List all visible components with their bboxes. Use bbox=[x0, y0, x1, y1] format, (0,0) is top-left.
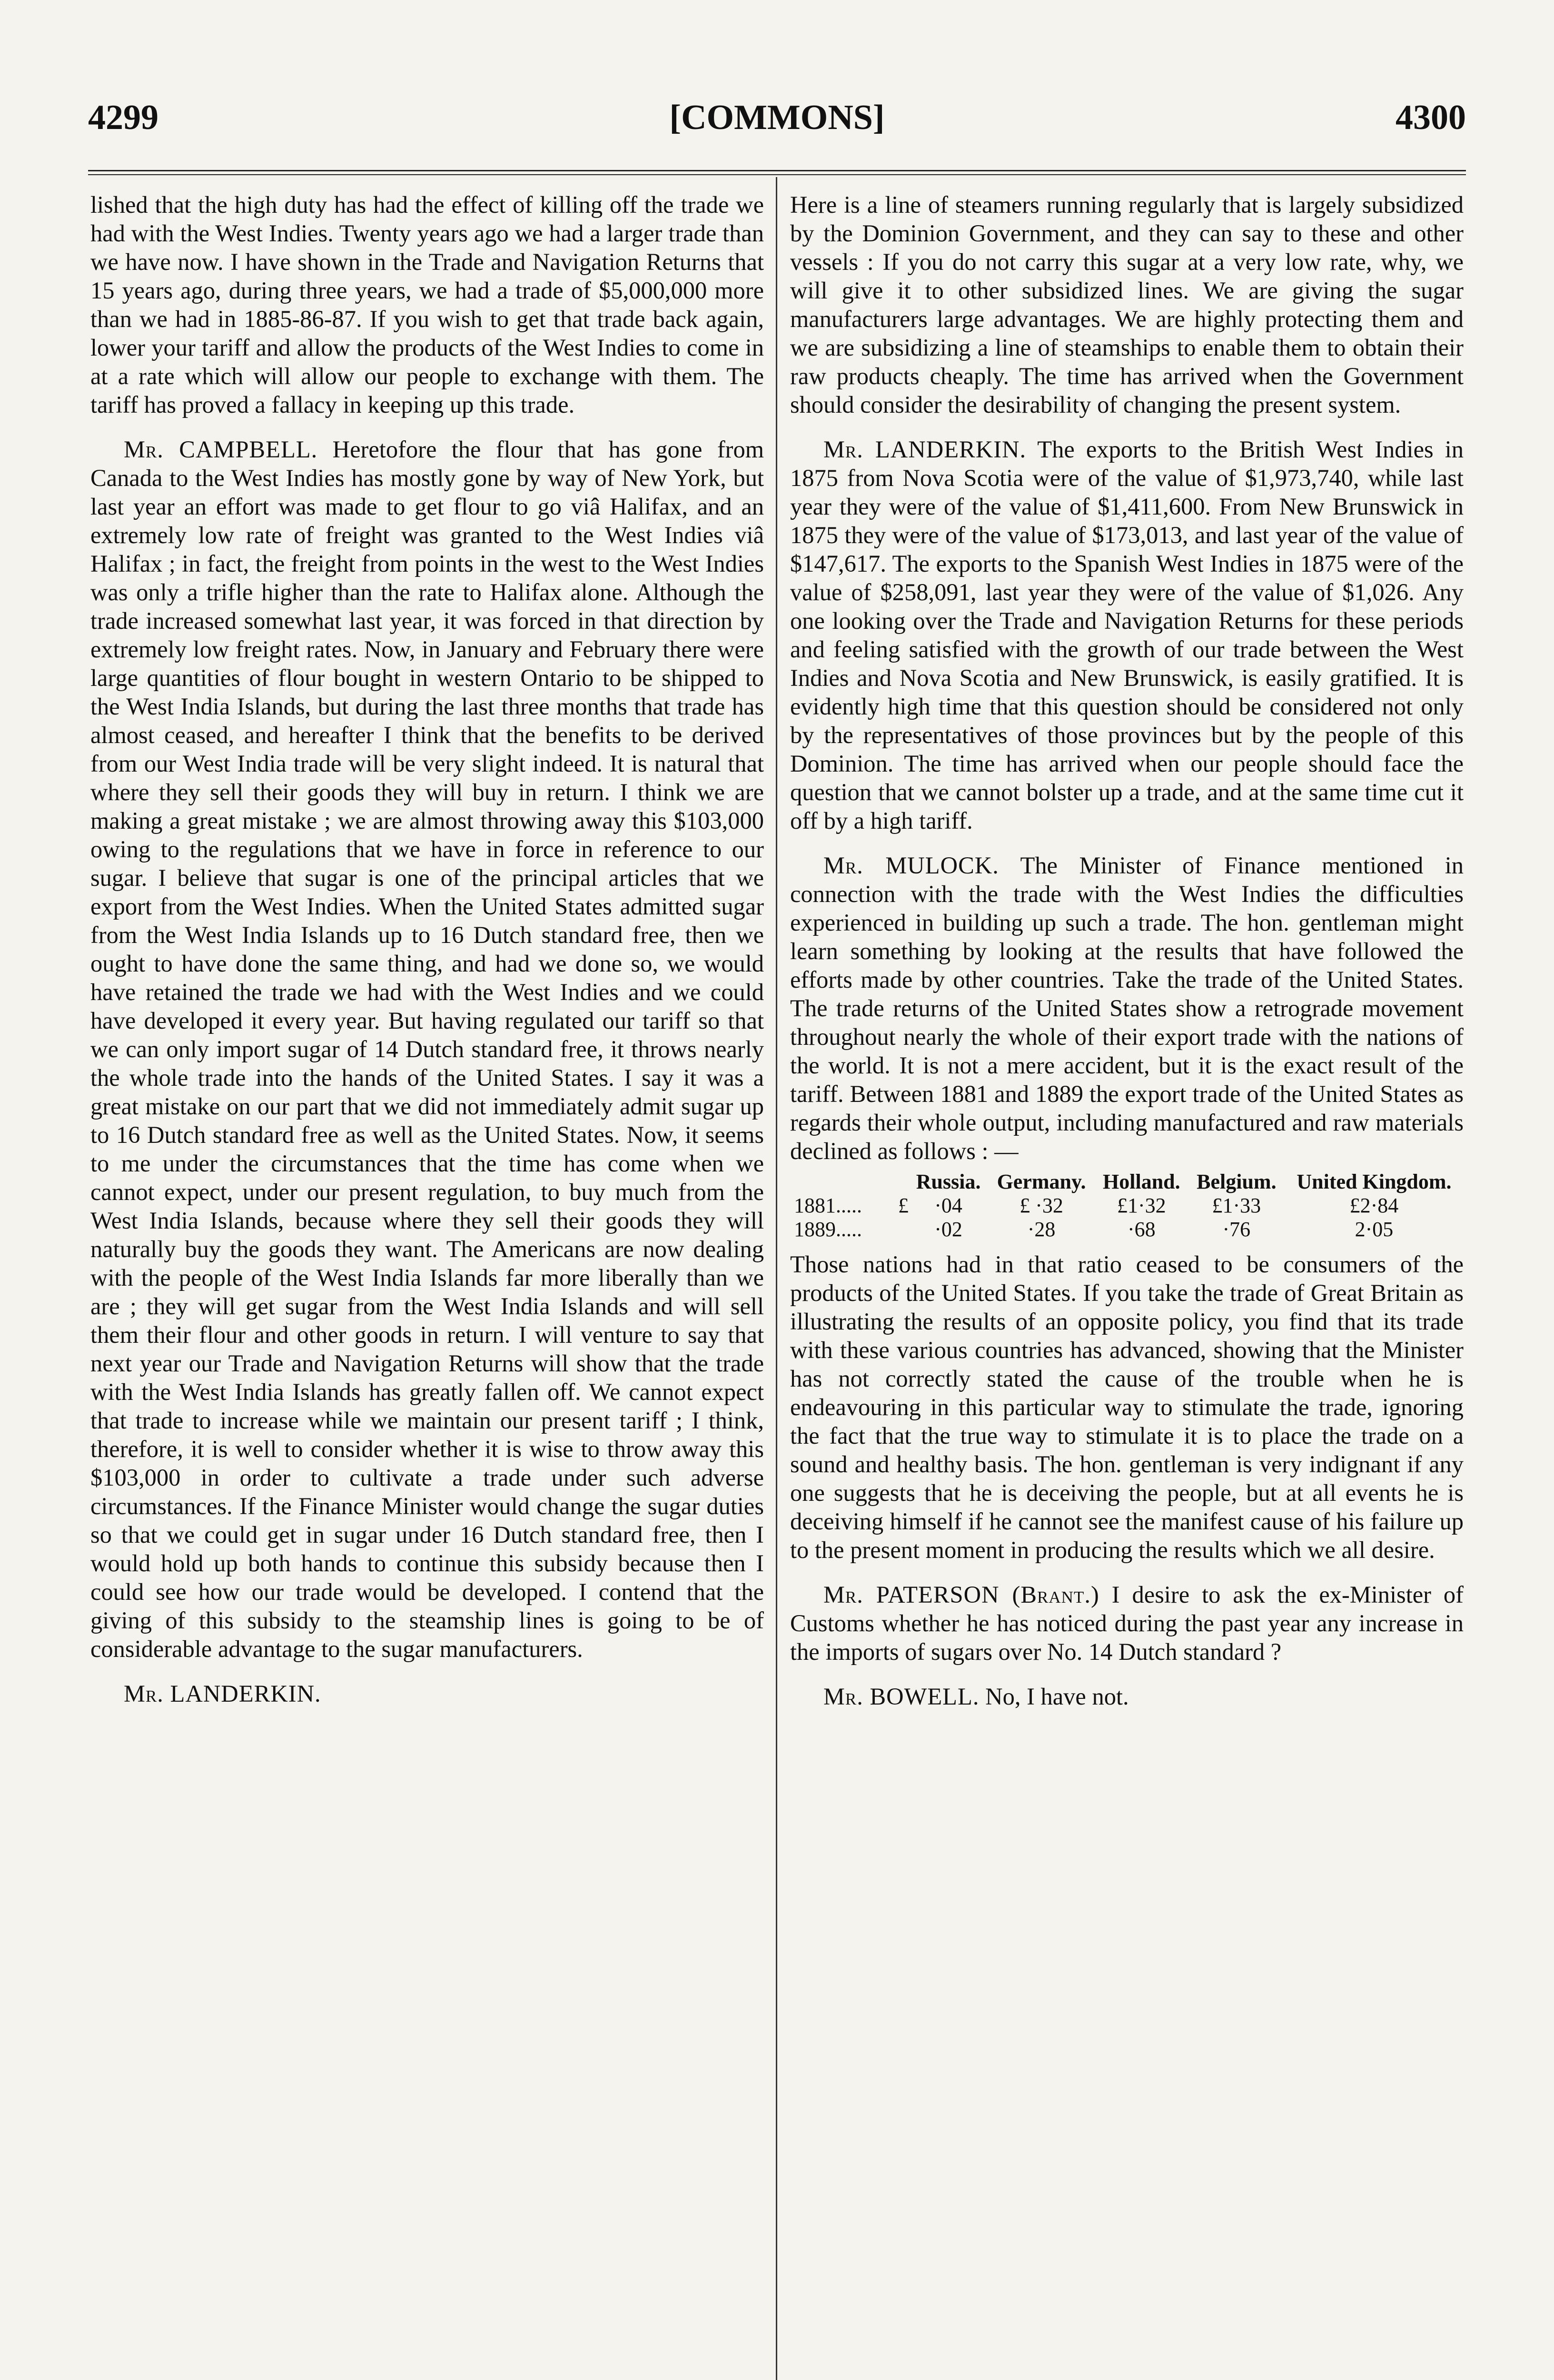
header-rule-bottom bbox=[88, 174, 1466, 175]
value-cell: £1·33 bbox=[1212, 1194, 1261, 1217]
currency-cell bbox=[886, 1218, 909, 1241]
table-corner bbox=[886, 1170, 909, 1194]
export-decline-table bbox=[790, 1170, 1464, 1241]
page-title: [COMMONS] bbox=[669, 98, 885, 137]
table-corner bbox=[790, 1170, 886, 1194]
value-cell: ·02 bbox=[934, 1218, 962, 1241]
column-header: Holland. bbox=[1103, 1170, 1180, 1193]
speech-text: The Minister of Finance mentioned in connection with the trade with the West Indies the difficulties experienced in building up such a trade. The hon. gentleman might learn something by looking at the results that have followed the efforts made by other countries. Take the trade of the United States. The trade returns of the United States show a retrograde movement throughout nearly the whole of their export trade with the nations of the world. It is not a mere accident, but it is the exact result of the tariff. Between 1881 and 1889 the export trade of the United States as regards their whole output, including manufactured and raw materials declined as follows : — bbox=[790, 852, 1464, 1164]
page-header bbox=[88, 98, 1466, 155]
column-header: Belgium. bbox=[1197, 1170, 1277, 1193]
paragraph bbox=[790, 851, 1464, 1165]
paragraph bbox=[790, 1580, 1464, 1666]
value-cell: 2·05 bbox=[1355, 1218, 1394, 1241]
page-number-left: 4299 bbox=[88, 98, 158, 137]
value-cell: £1·32 bbox=[1117, 1194, 1166, 1217]
table-header-row bbox=[790, 1170, 1464, 1194]
speaker-name: Mr. PATERSON (Brant.) bbox=[823, 1581, 1099, 1608]
value-cell: ·28 bbox=[1027, 1218, 1056, 1241]
speaker-name: Mr. BOWELL. bbox=[823, 1683, 980, 1710]
column-header: United Kingdom. bbox=[1297, 1170, 1452, 1193]
column-divider bbox=[776, 177, 777, 2380]
left-column bbox=[90, 190, 764, 1724]
speaker-name: Mr. MULOCK. bbox=[823, 852, 999, 879]
column-header: Germany. bbox=[997, 1170, 1086, 1193]
speech-text: Heretofore the flour that has gone from Canada to the West Indies has mostly gone by way of New York, but last year an effort was made to get flour to go viâ Halifax, and an extremely low rate of freight was granted to the West Indies viâ Halifax ; in fact, the freight from points in the west to the West Indies was only a trifle higher than the rate to Halifax alone. Although the trade increased somewhat last year, it was forced in that direction by extremely low freight rates. Now, in January and February there were large quantities of flour bought in western Ontario to be shipped to the West India Islands, but during the last three months that trade has almost ceased, and hereafter I think that the benefits to be derived from our West India trade will be very slight indeed. It is natural that where they sell their goods they will buy in return. I think we are making a great mistake ; we are almost throwing away this $103,000 owing to the regulations that we have in force in reference to our sugar. I believe that sugar is one of the principal articles that we export from the West Indies. When the United States admitted sugar from the West India Islands up to 16 Dutch standard free, then we ought to have done the same thing, and had we done so, we would have retained the trade we had with the West Indies and we could have developed it every year. But having regulated our tariff so that we can only import sugar of 14 Dutch standard free, it throws nearly the whole trade into the hands of the United States. I say it was a great mistake on our part that we did not immediately admit sugar up to 16 Dutch standard free as well as the United States. Now, it seems to me under the circumstances that the time has come when we cannot expect, under our present regulation, to buy much from the West India Islands, because where they sell their goods they will naturally buy the goods they want. The Americans are now dealing with the people of the West India Islands far more liberally than we are ; they will get sugar from the West India Islands and will sell them their flour and other goods in return. I will venture to say that next year our Trade and Navigation Returns will show that the trade with the West India Islands has greatly fallen off. We cannot expect that trade to increase while we maintain our present tariff ; I think, therefore, it is well to consider whether it is wise to throw away this $103,000 in order to cultivate a trade under such adverse circumstances. If the Finance Minister would change the sugar duties so that we could get in sugar under 16 Dutch standard free, then I would hold up both hands to continue this subsidy because then I could see how our trade would be developed. I contend that the giving of this subsidy to the steamship lines is going to be of considerable advantage to the sugar manufacturers. bbox=[90, 436, 764, 1662]
paragraph: Here is a line of steamers running regularly that is largely subsidized by the Dominion Government, and they can say to these and other vessels : If you do not carry this sugar at a very low rate, why, we will give it to other subsidized lines. We are giving the sugar manufacturers large advantages. We are highly protecting them and we are subsidizing a line of steamships to enable them to obtain their raw products cheaply. The time has arrived when the Government should consider the desirability of changing the present system. bbox=[790, 191, 1464, 418]
speech-text: No, I have not. bbox=[985, 1683, 1129, 1710]
currency-cell: £ bbox=[898, 1194, 909, 1217]
paragraph bbox=[790, 1682, 1464, 1711]
paragraph bbox=[90, 435, 764, 1663]
table-row bbox=[790, 1194, 1464, 1218]
value-cell: £ ·32 bbox=[1020, 1194, 1063, 1217]
speaker-name: Mr. CAMPBELL. bbox=[124, 436, 318, 463]
right-column bbox=[790, 190, 1464, 1727]
paragraph bbox=[790, 435, 1464, 835]
speech-text: The exports to the British West Indies in 1875 from Nova Scotia were of the value of $1,973,740, while last year they were of the value of $1,411,600. From New Brunswick in 1875 they were of the value of $173,013, and last year of the value of $147,617. The exports to the Spanish West Indies in 1875 were of the value of $258,091, last year they were of the value of $1,026. Any one looking over the Trade and Navigation Returns for these periods and feeling satisfied with the growth of our trade between the West Indies and Nova Scotia and New Brunswick, is easily gratified. It is evidently high time that this question should be considered not only by the representatives of those provinces but by the people of this Dominion. The time has arrived when our people should face the question that we cannot bolster up a trade, and at the same time cut it off by a high tariff. bbox=[790, 436, 1464, 834]
column-header: Russia. bbox=[916, 1170, 981, 1193]
value-cell: ·68 bbox=[1128, 1218, 1156, 1241]
speaker-name: Mr. LANDERKIN. bbox=[823, 436, 1027, 463]
value-cell: ·04 bbox=[934, 1194, 962, 1217]
page-number-right: 4300 bbox=[1396, 98, 1466, 137]
year-cell: 1881..... bbox=[794, 1194, 862, 1217]
header-rule-top bbox=[88, 170, 1466, 171]
speech-text: I desire to ask the ex-Minister of Customs whether he has noticed during the past year any increase in the imports of sugars over No. 14 Dutch standard ? bbox=[790, 1581, 1464, 1665]
paragraph: lished that the high duty has had the effect of killing off the trade we had with the West Indies. Twenty years ago we had a larger trade than we have now. I have shown in the Trade and Navigation Returns that 15 years ago, during three years, we had a trade of $5,000,000 more than we had in 1885-86-87. If you wish to get that trade back again, lower your tariff and allow the products of the West Indies to come in at a rate which will allow our people to exchange with them. The tariff has proved a fallacy in keeping up this trade. bbox=[90, 191, 764, 418]
paragraph: Those nations had in that ratio ceased to be consumers of the products of the United States. If you take the trade of Great Britain as illustrating the results of an opposite policy, you find that its trade with these various countries has advanced, showing that the Minister has not correctly stated the cause of the trouble when he is endeavouring in this particular way to stimulate the trade, ignoring the fact that the true way to stimulate it is to place the trade on a sound and healthy basis. The hon. gentleman is very indignant if any one suggests that he is deceiving the people, but at all events he is deceiving himself if he cannot see the manifest cause of his failure up to the present moment in producing the results which we all desire. bbox=[790, 1251, 1464, 1563]
value-cell: £2·84 bbox=[1349, 1194, 1399, 1217]
speaker-name: Mr. LANDERKIN. bbox=[124, 1680, 321, 1707]
year-cell: 1889..... bbox=[794, 1218, 862, 1241]
paragraph bbox=[90, 1679, 764, 1708]
value-cell: ·76 bbox=[1222, 1218, 1251, 1241]
table-row bbox=[790, 1218, 1464, 1241]
